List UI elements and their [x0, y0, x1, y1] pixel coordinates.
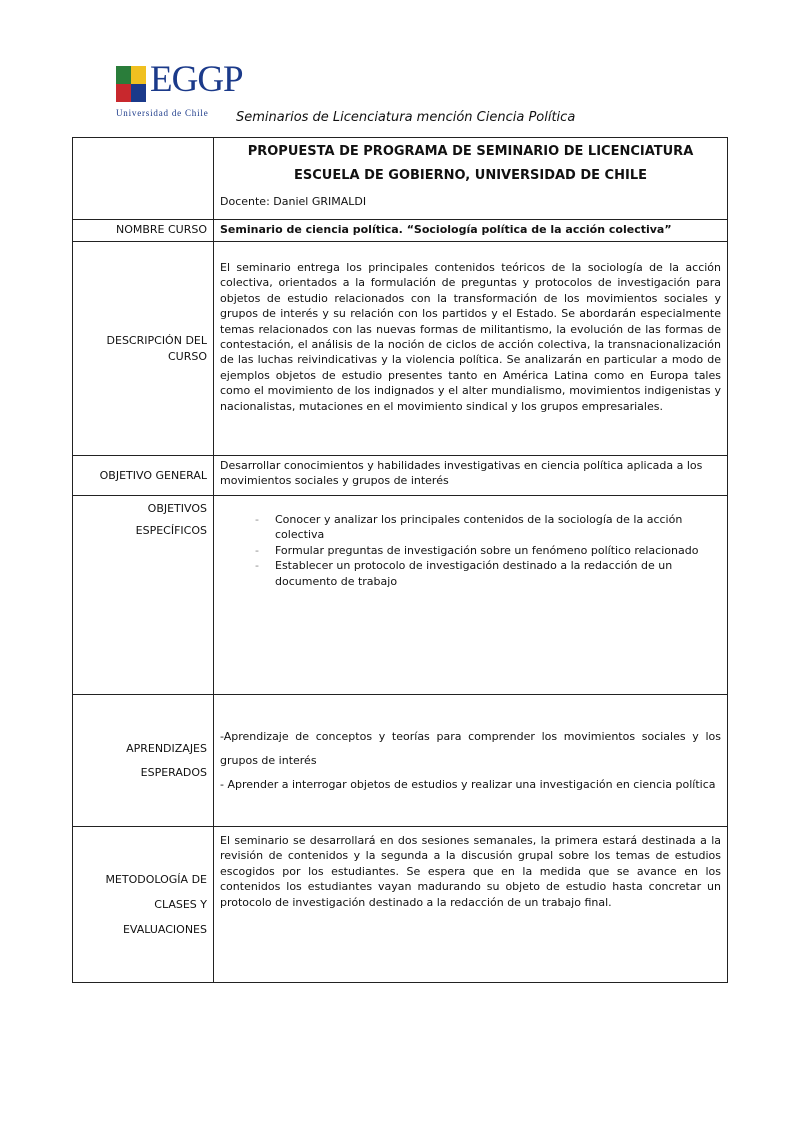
label-line: CLASES Y: [154, 898, 207, 911]
label-objetivos-especificos: [73, 496, 214, 695]
label-objetivo-general: OBJETIVO GENERAL: [73, 456, 214, 496]
label-line: OBJETIVOS: [147, 502, 207, 515]
list-item: - Formular preguntas de investigación sobre un fenómeno político relacionado: [275, 543, 721, 558]
objetivos-list: [220, 512, 721, 589]
label-line: APRENDIZAJES: [126, 741, 207, 755]
row-nombre: [73, 220, 728, 242]
value-nombre: Seminario de ciencia política. “Sociología política de la acción colectiva”: [214, 220, 728, 242]
label-descripcion: DESCRIPCIÓN DEL CURSO: [73, 242, 214, 456]
aprendizaje-item: - Aprender a interrogar objetos de estudios y realizar una investigación en ciencia política: [220, 777, 716, 791]
value-objetivo-general: Desarrollar conocimientos y habilidades investigativas en ciencia política aplicada a los movimientos sociales y grupos de interés: [214, 456, 728, 496]
logo-university: Universidad de Chile: [116, 108, 209, 118]
row-aprendizajes: [73, 695, 728, 827]
title-row: [73, 138, 728, 220]
row-descripcion: [73, 242, 728, 456]
label-aprendizajes: [73, 695, 214, 827]
list-item: - Conocer y analizar los principales contenidos de la sociología de la acción colectiva: [275, 512, 721, 543]
label-line: METODOLOGÍA DE: [105, 873, 207, 886]
university-crest-icon: [116, 66, 146, 102]
logo-text: EGGP: [150, 59, 243, 100]
value-descripcion: El seminario entrega los principales contenidos teóricos de la sociología de la acción colectiva, orientados a la formulación de preguntas y protocolos de investigación para objetos de estudio relacionados con la transformación de los movimientos sociales y grupos de interés y su relación con los partidos y el Estado. Se abordarán especialmente temas relacionados con las nuevas formas de militantismo, la evolución de las formas de contestación, el análisis de la noción de ciclos de acción colectiva, la transnacionalización de las luchas reivindicativas y la violencia política. Se analizarán en particular a modo de ejemplos objetos de estudio presentes tanto en América Latina como en Europa tales como el movimiento de los indignados y el alter mundialismo, movimientos indigenistas y nacionalistas, mutaciones en el movimiento sindical y los grupos empresariales.: [214, 242, 728, 456]
document-subtitle: Seminarios de Licenciatura mención Ciencia Política: [236, 110, 576, 125]
value-metodologia: El seminario se desarrollará en dos sesiones semanales, la primera estará destinada a la revisión de contenidos y la segunda a la discusión grupal sobre los temas de estudios escogidos por los estudiantes. Se espera que en la medida que se avance en los contenidos los estudiantes vayan madurando su objeto de estudio hasta concretar un protocolo de investigación destinado a la redacción de un trabajo final.: [214, 827, 728, 983]
docente: Docente: Daniel GRIMALDI: [220, 195, 367, 208]
title-line-2: ESCUELA DE GOBIERNO, UNIVERSIDAD DE CHILE: [294, 168, 647, 183]
label-line: ESPERADOS: [140, 765, 207, 779]
aprendizaje-item: -Aprendizaje de conceptos y teorías para comprender los movimientos sociales y los grupos de interés: [220, 729, 721, 767]
row-metodologia: [73, 827, 728, 983]
eggp-logo: [116, 46, 243, 122]
program-table: [72, 137, 728, 983]
row-objetivos-especificos: [73, 496, 728, 695]
label-nombre: NOMBRE CURSO: [73, 220, 214, 242]
row-objetivo-general: [73, 456, 728, 496]
list-item: - Establecer un protocolo de investigación destinado a la redacción de un documento de trabajo: [275, 558, 721, 589]
label-metodologia: [73, 827, 214, 983]
empty-label-cell: [73, 138, 214, 220]
title-line-1: PROPUESTA DE PROGRAMA DE SEMINARIO DE LICENCIATURA: [247, 144, 694, 159]
label-line: EVALUACIONES: [122, 923, 207, 936]
label-line: ESPECÍFICOS: [135, 524, 207, 537]
